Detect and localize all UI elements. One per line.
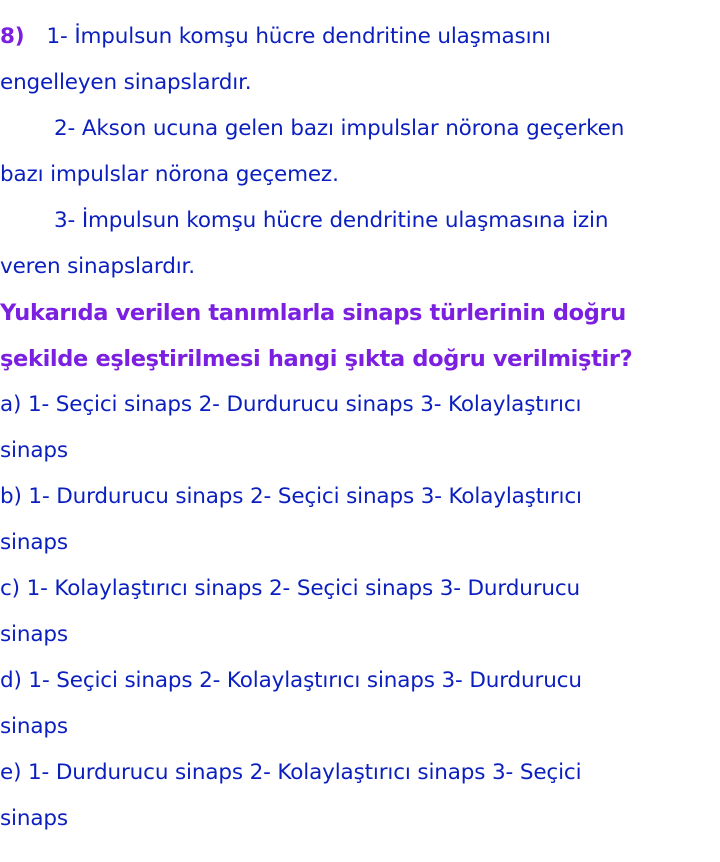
option-e[interactable] [0, 750, 716, 842]
option-d[interactable] [0, 658, 716, 750]
item-1-line-1: 1- İmpulsun komşu hücre dendritine ulaşmasını [46, 24, 551, 49]
option-c-line-2: sinaps [0, 622, 68, 647]
option-e-line-2: sinaps [0, 806, 68, 831]
option-a-line-2: sinaps [0, 438, 68, 463]
option-b-line-1: b) 1- Durdurucu sinaps 2- Seçici sinaps 3- Kolaylaştırıcı [0, 484, 582, 509]
question-line-1 [0, 14, 716, 60]
option-e-line-1: e) 1- Durdurucu sinaps 2- Kolaylaştırıcı sinaps 3- Seçici [0, 760, 582, 785]
option-b[interactable] [0, 474, 716, 566]
option-d-line-2: sinaps [0, 714, 68, 739]
item-2-line-1: 2- Akson ucuna gelen bazı impulslar nörona geçerken [54, 116, 625, 141]
option-d-line-1: d) 1- Seçici sinaps 2- Kolaylaştırıcı sinaps 3- Durdurucu [0, 668, 582, 693]
option-a-line-1: a) 1- Seçici sinaps 2- Durdurucu sinaps 3- Kolaylaştırıcı [0, 392, 582, 417]
item-2-line-2: bazı impulslar nörona geçemez. [0, 162, 339, 187]
option-c[interactable] [0, 566, 716, 658]
option-c-line-1: c) 1- Kolaylaştırıcı sinaps 2- Seçici sinaps 3- Durdurucu [0, 576, 581, 601]
prompt-line-2: şekilde eşleştirilmesi hangi şıkta doğru verilmiştir? [0, 346, 633, 372]
item-1-line-2: engelleyen sinapslardır. [0, 70, 252, 95]
question-block [0, 14, 716, 842]
option-b-line-2: sinaps [0, 530, 68, 555]
item-3-line-2: veren sinapslardır. [0, 254, 195, 279]
option-a[interactable] [0, 382, 716, 474]
prompt-line-1: Yukarıda verilen tanımlarla sinaps türlerinin doğru [0, 300, 626, 326]
question-number: 8) [0, 24, 25, 49]
item-3-line-1: 3- İmpulsun komşu hücre dendritine ulaşmasına izin [54, 208, 609, 233]
